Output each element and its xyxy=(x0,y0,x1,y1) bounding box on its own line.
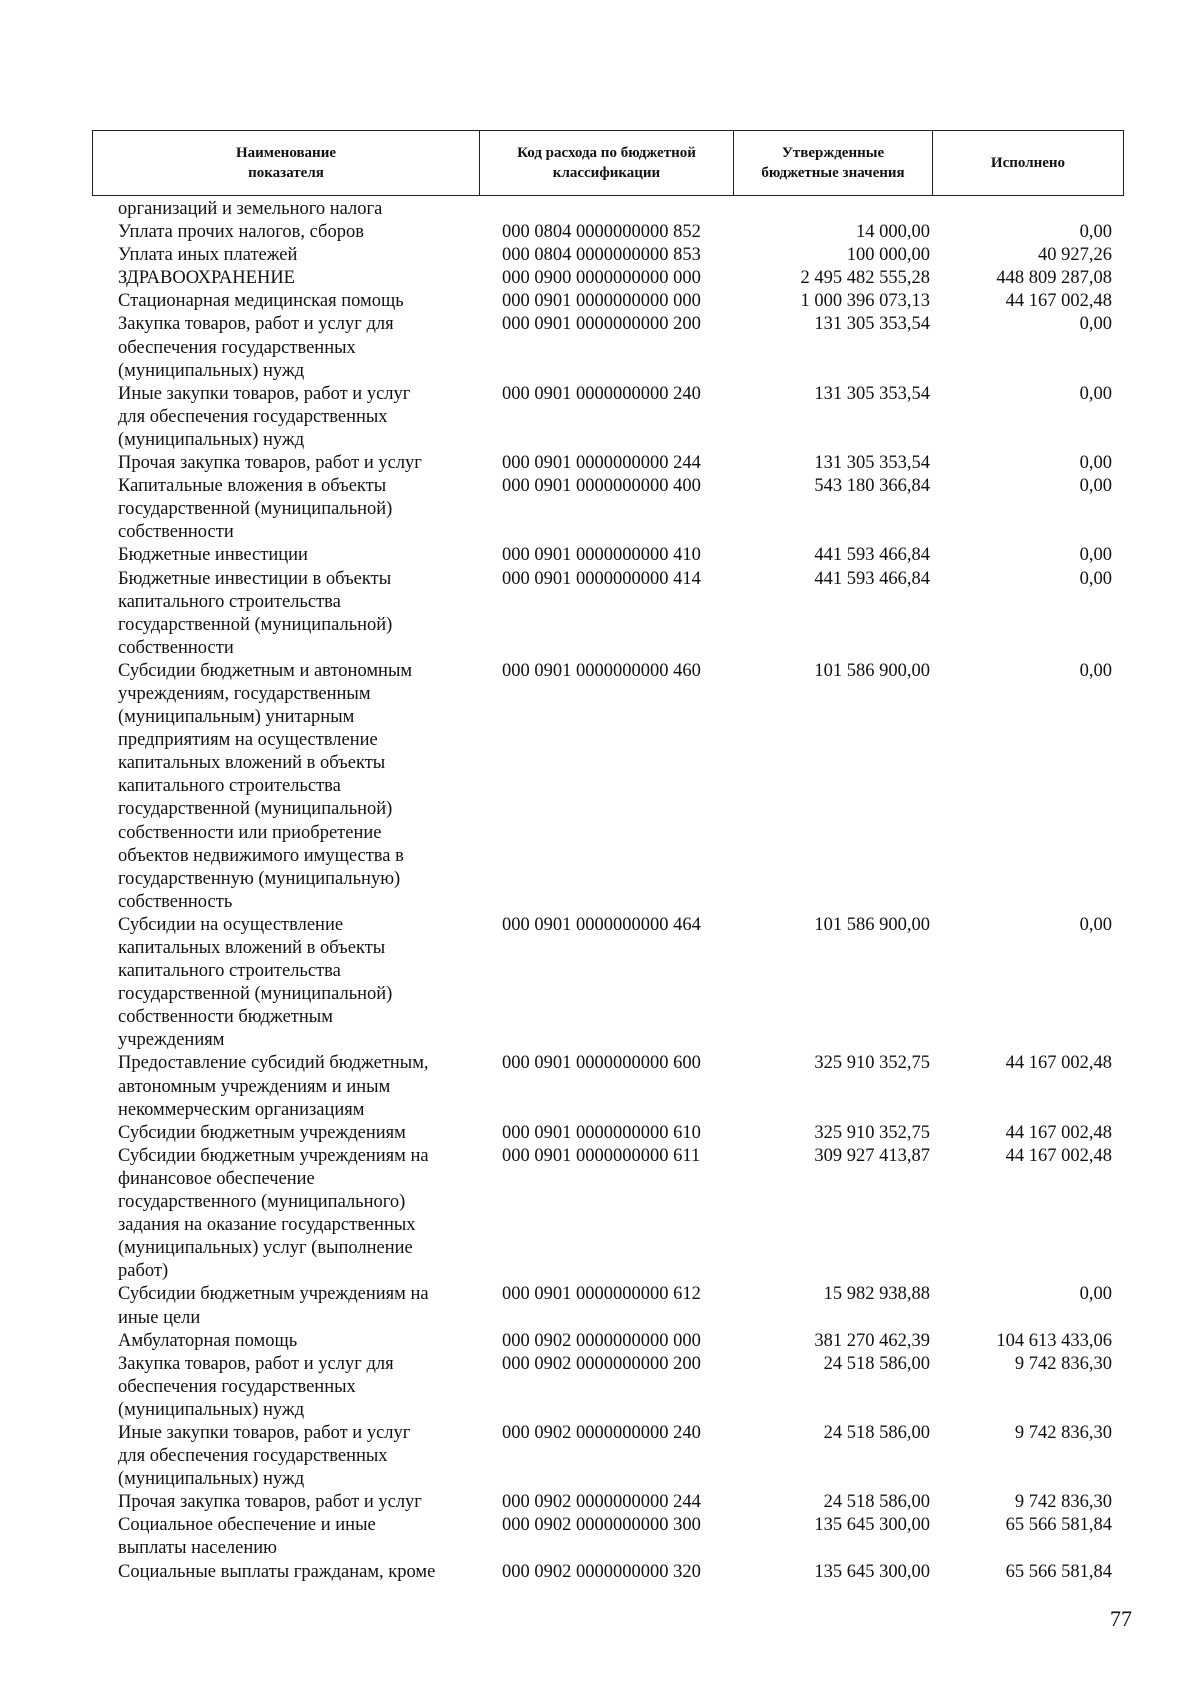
row-code: 000 0901 0000000000 460 xyxy=(502,660,701,681)
row-name: Бюджетные инвестиции xyxy=(118,545,308,566)
row-approved: 101 586 900,00 xyxy=(814,914,930,935)
row-name: Уплата иных платежей xyxy=(118,245,298,266)
row-code: 000 0901 0000000000 611 xyxy=(502,1145,701,1166)
table-row xyxy=(0,1422,1200,1491)
table-row xyxy=(0,1122,1200,1145)
row-executed: 448 809 287,08 xyxy=(996,268,1112,289)
row-code: 000 0901 0000000000 464 xyxy=(502,914,701,935)
row-name: Социальные выплаты гражданам, кроме xyxy=(118,1561,436,1582)
row-executed: 0,00 xyxy=(1079,476,1112,497)
table-row xyxy=(0,198,1200,221)
table-row xyxy=(0,313,1200,382)
row-name: ЗДРАВООХРАНЕНИЕ xyxy=(118,268,295,289)
header-name: Наименование показателя xyxy=(93,131,480,195)
row-name: Субсидии бюджетным учреждениям на финансовое обеспечение государственного (муниципального) задания на оказание государственных (муниципальных) услуг (выполнение работ) xyxy=(118,1145,429,1282)
row-name: Субсидии бюджетным и автономным учреждениям, государственным (муниципальным) унитарным предприятиям на осуществление капитальных вложений в объекты капитального строительства государственной (муниципальной) собственности или приобретение объектов недвижимого имущества в государственную (муниципальную) собственность xyxy=(118,660,413,912)
row-approved: 381 270 462,39 xyxy=(814,1330,930,1351)
table-row xyxy=(0,660,1200,914)
row-code: 000 0901 0000000000 612 xyxy=(502,1284,701,1305)
row-code: 000 0902 0000000000 200 xyxy=(502,1353,701,1374)
table-row xyxy=(0,914,1200,1053)
row-executed: 44 167 002,48 xyxy=(1005,1145,1112,1166)
page-number: 77 xyxy=(1110,1606,1132,1631)
row-name: Амбулаторная помощь xyxy=(118,1330,298,1351)
header-executed: Исполнено xyxy=(990,155,1066,171)
row-name: Иные закупки товаров, работ и услуг для обеспечения государственных (муниципальных) нужд xyxy=(118,1422,411,1490)
table-header xyxy=(92,130,1124,196)
table-row xyxy=(0,267,1200,290)
row-approved: 135 645 300,00 xyxy=(814,1561,930,1582)
row-approved: 325 910 352,75 xyxy=(814,1053,930,1074)
row-executed: 0,00 xyxy=(1079,914,1112,935)
row-approved: 131 305 353,54 xyxy=(814,383,930,404)
row-code: 000 0901 0000000000 610 xyxy=(502,1122,701,1143)
row-code: 000 0901 0000000000 200 xyxy=(502,314,701,335)
row-code: 000 0902 0000000000 244 xyxy=(502,1492,701,1513)
row-approved: 441 593 466,84 xyxy=(814,545,930,566)
row-code: 000 0901 0000000000 600 xyxy=(502,1053,701,1074)
row-approved: 15 982 938,88 xyxy=(823,1284,930,1305)
row-approved: 100 000,00 xyxy=(846,245,930,266)
row-name: Бюджетные инвестиции в объекты капитального строительства государственной (муниципальной) собственности xyxy=(118,568,393,658)
row-executed: 65 566 581,84 xyxy=(1005,1515,1112,1536)
row-approved: 543 180 366,84 xyxy=(814,476,930,497)
row-name: Прочая закупка товаров, работ и услуг xyxy=(118,453,422,474)
row-code: 000 0902 0000000000 320 xyxy=(502,1561,701,1582)
row-name: Капитальные вложения в объекты государственной (муниципальной) собственности xyxy=(118,476,393,543)
row-executed: 9 742 836,30 xyxy=(1014,1422,1112,1443)
header-code: Код расхода по бюджетной классификации xyxy=(480,131,734,195)
row-executed: 44 167 002,48 xyxy=(1005,291,1112,312)
row-name: Закупка товаров, работ и услуг для обеспечения государственных (муниципальных) нужд xyxy=(118,314,394,381)
row-approved: 135 645 300,00 xyxy=(814,1515,930,1536)
row-name: Прочая закупка товаров, работ и услуг xyxy=(118,1492,422,1513)
row-code: 000 0901 0000000000 414 xyxy=(502,568,701,589)
table-row xyxy=(0,383,1200,452)
row-executed: 9 742 836,30 xyxy=(1014,1492,1112,1513)
row-executed: 0,00 xyxy=(1079,568,1112,589)
table-row xyxy=(0,475,1200,544)
row-code: 000 0901 0000000000 000 xyxy=(502,291,701,312)
row-code: 000 0900 0000000000 000 xyxy=(502,268,701,289)
row-code: 000 0902 0000000000 240 xyxy=(502,1422,701,1443)
row-executed: 0,00 xyxy=(1079,1284,1112,1305)
row-executed: 44 167 002,48 xyxy=(1005,1122,1112,1143)
row-code: 000 0902 0000000000 300 xyxy=(502,1515,701,1536)
row-name: Закупка товаров, работ и услуг для обеспечения государственных (муниципальных) нужд xyxy=(118,1353,394,1420)
row-name: организаций и земельного налога xyxy=(118,199,383,219)
table-row xyxy=(0,290,1200,313)
row-executed: 0,00 xyxy=(1079,222,1112,243)
row-name: Стационарная медицинская помощь xyxy=(118,291,404,312)
row-code: 000 0902 0000000000 000 xyxy=(502,1330,701,1351)
table-row xyxy=(0,244,1200,267)
table-row xyxy=(0,1514,1200,1560)
table-row xyxy=(0,1283,1200,1329)
row-executed: 0,00 xyxy=(1079,660,1112,681)
row-approved: 24 518 586,00 xyxy=(823,1492,930,1513)
row-code: 000 0804 0000000000 853 xyxy=(502,245,701,266)
table-row xyxy=(0,1353,1200,1422)
table-row xyxy=(0,452,1200,475)
row-approved: 325 910 352,75 xyxy=(814,1122,930,1143)
row-approved: 101 586 900,00 xyxy=(814,660,930,681)
table-row xyxy=(0,568,1200,660)
row-approved: 441 593 466,84 xyxy=(814,568,930,589)
row-code: 000 0901 0000000000 244 xyxy=(502,453,701,474)
row-executed: 0,00 xyxy=(1079,545,1112,566)
row-executed: 65 566 581,84 xyxy=(1005,1561,1112,1582)
row-code: 000 0901 0000000000 400 xyxy=(502,476,701,497)
row-name: Уплата прочих налогов, сборов xyxy=(118,222,364,243)
table-row xyxy=(0,221,1200,244)
row-executed: 104 613 433,06 xyxy=(996,1330,1112,1351)
row-approved: 24 518 586,00 xyxy=(823,1422,930,1443)
row-approved: 131 305 353,54 xyxy=(814,314,930,335)
table-row xyxy=(0,1561,1200,1584)
row-approved: 24 518 586,00 xyxy=(823,1353,930,1374)
row-name: Иные закупки товаров, работ и услуг для обеспечения государственных (муниципальных) нужд xyxy=(118,383,411,450)
table-row xyxy=(0,1330,1200,1353)
table-row xyxy=(0,544,1200,567)
row-approved: 131 305 353,54 xyxy=(814,453,930,474)
row-executed: 0,00 xyxy=(1079,383,1112,404)
row-executed: 0,00 xyxy=(1079,453,1112,474)
row-executed: 40 927,26 xyxy=(1038,245,1112,266)
table-row xyxy=(0,1145,1200,1284)
table-row xyxy=(0,1491,1200,1514)
row-name: Субсидии на осуществление капитальных вложений в объекты капитального строительства государственной (муниципальной) собственности бюджетным учреждениям xyxy=(118,914,393,1051)
row-code: 000 0804 0000000000 852 xyxy=(502,222,701,243)
row-name: Предоставление субсидий бюджетным, автономным учреждениям и иным некоммерческим организациям xyxy=(118,1053,429,1120)
table-body xyxy=(0,198,1200,1584)
row-name: Социальное обеспечение и иные выплаты населению xyxy=(118,1515,376,1559)
row-executed: 0,00 xyxy=(1079,314,1112,335)
table-row xyxy=(0,1052,1200,1121)
row-approved: 14 000,00 xyxy=(856,222,930,243)
row-approved: 2 495 482 555,28 xyxy=(800,268,930,289)
row-executed: 44 167 002,48 xyxy=(1005,1053,1112,1074)
row-name: Субсидии бюджетным учреждениям xyxy=(118,1122,406,1143)
row-code: 000 0901 0000000000 240 xyxy=(502,383,701,404)
row-executed: 9 742 836,30 xyxy=(1014,1353,1112,1374)
row-approved: 1 000 396 073,13 xyxy=(800,291,930,312)
row-code: 000 0901 0000000000 410 xyxy=(502,545,701,566)
row-approved: 309 927 413,87 xyxy=(814,1145,930,1166)
row-name: Субсидии бюджетным учреждениям на иные цели xyxy=(118,1284,429,1328)
header-approved: Утвержденные бюджетные значения xyxy=(734,131,933,195)
